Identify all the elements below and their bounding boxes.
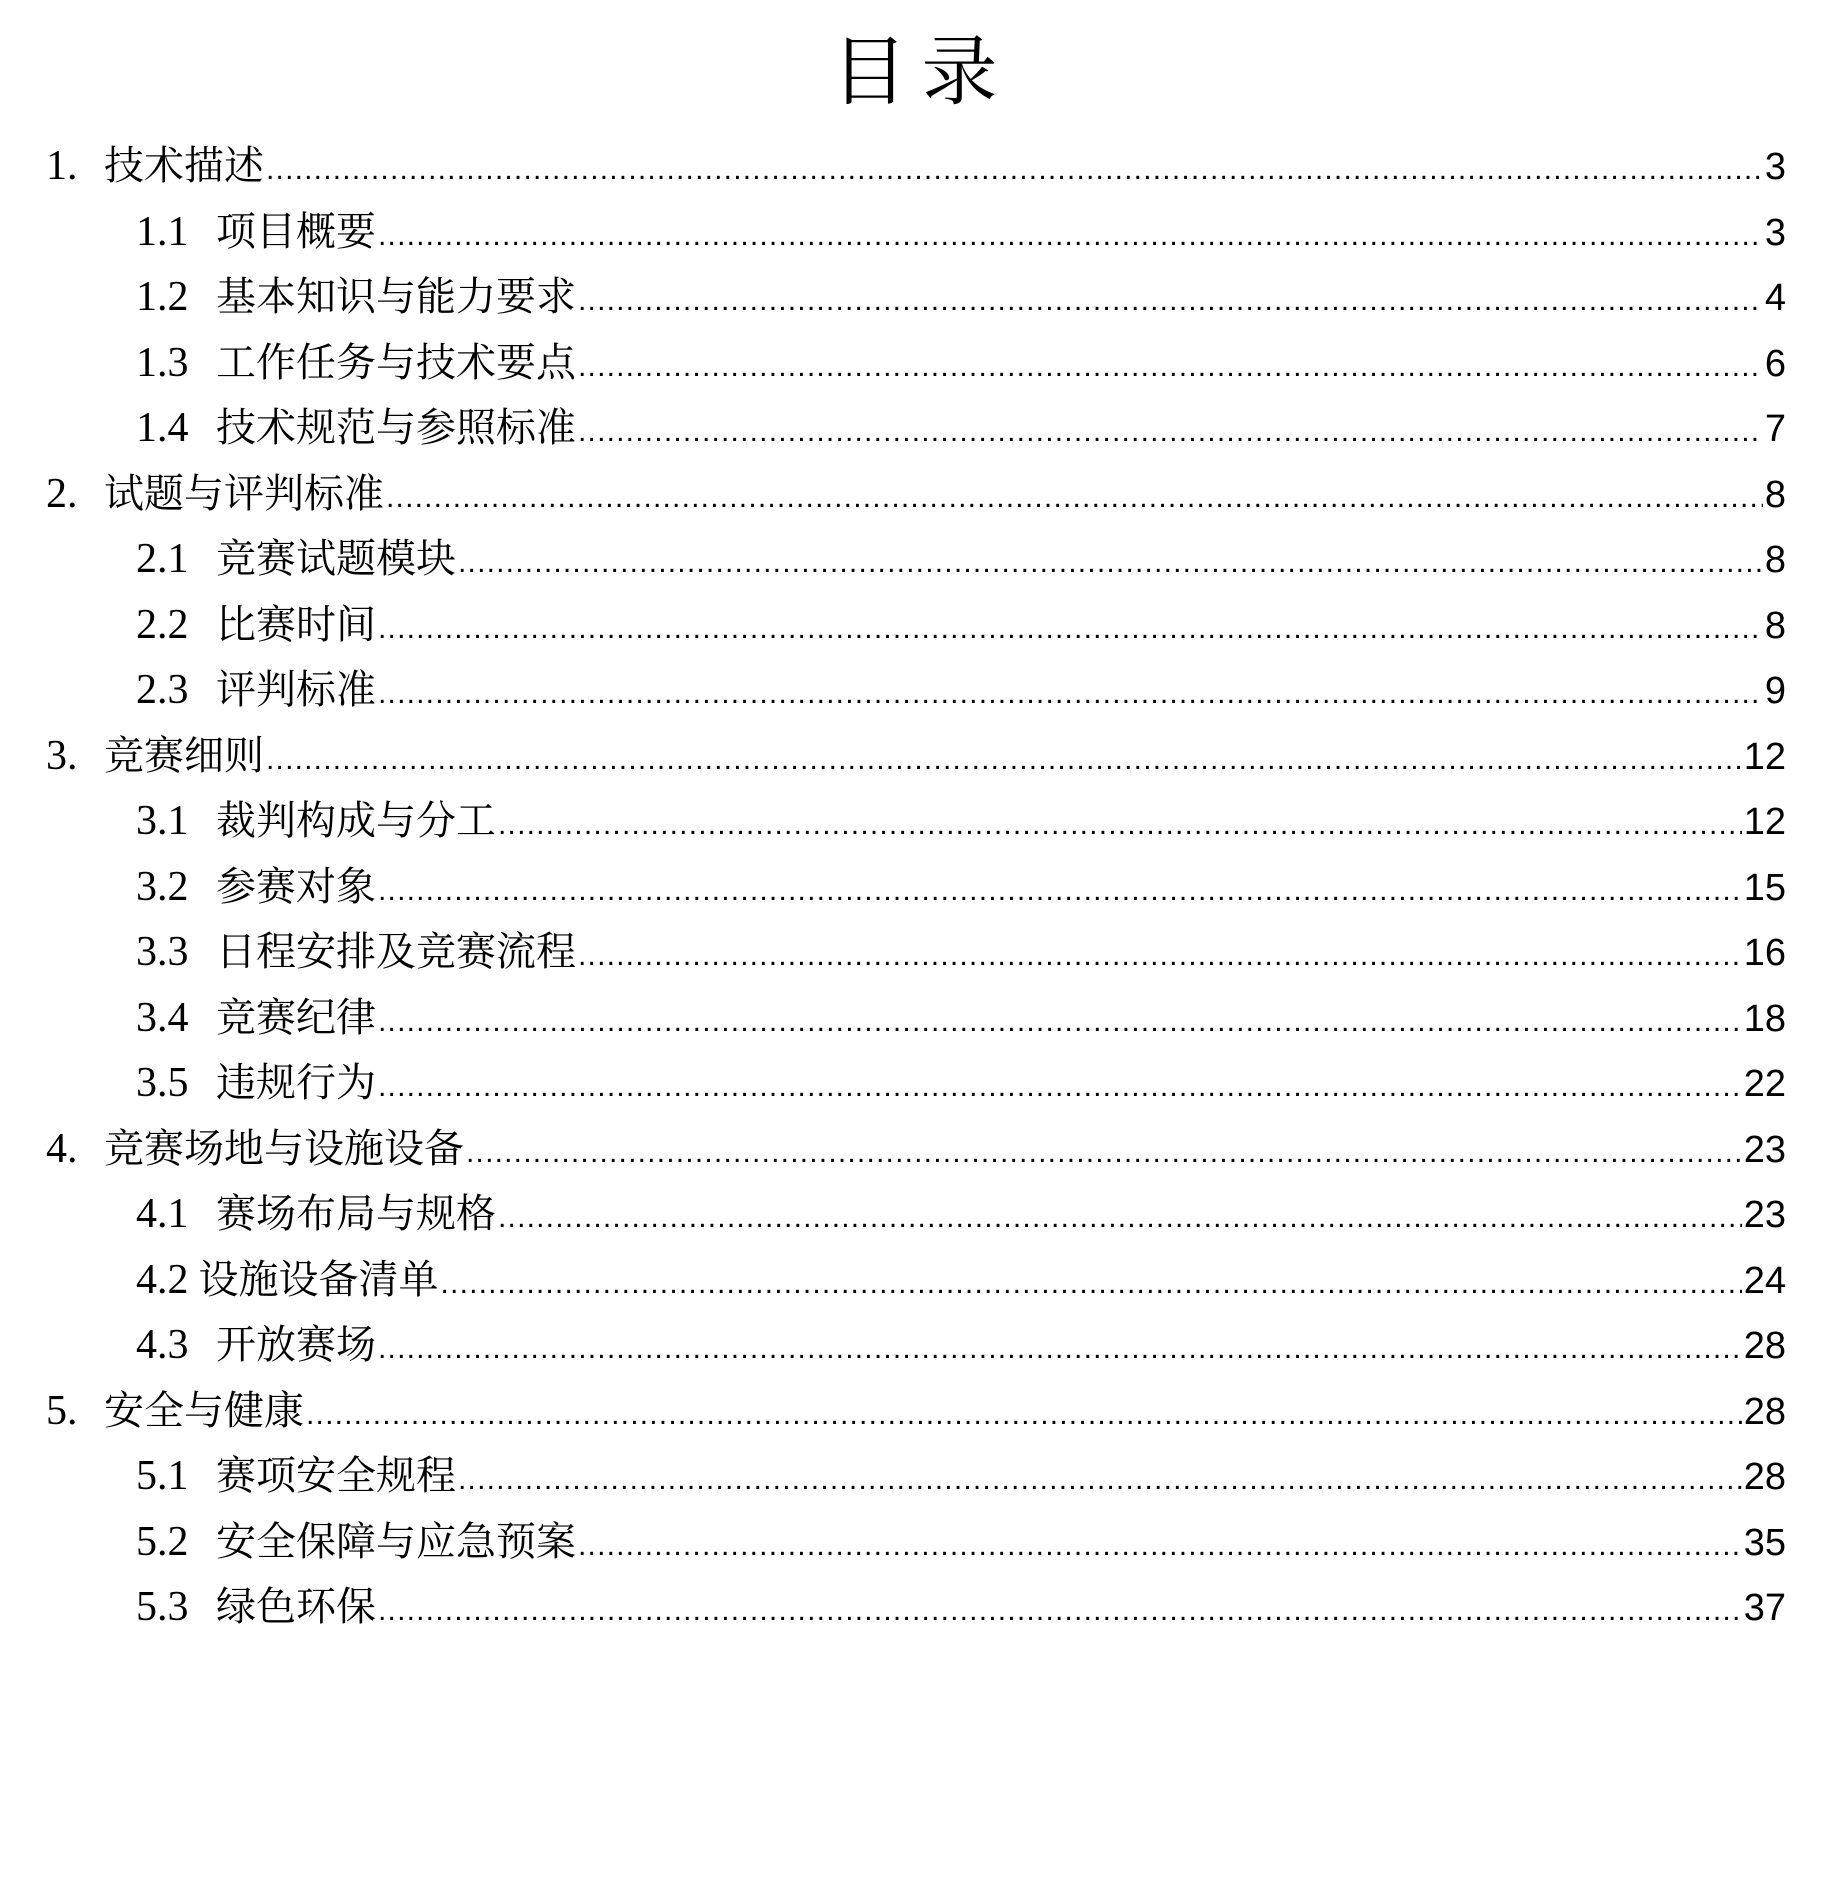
toc-entry-number: 3. — [46, 732, 78, 779]
toc-dot-leader — [458, 1447, 1742, 1513]
toc-entry-number: 1. — [46, 143, 78, 189]
toc-dot-leader — [498, 1185, 1742, 1251]
toc-page-number: 23 — [1743, 1128, 1786, 1171]
toc-entry-number: 3.3 — [136, 929, 189, 975]
toc-entry[interactable] — [46, 1379, 1786, 1445]
toc-dot-leader — [578, 334, 1763, 400]
toc-entry[interactable] — [46, 986, 1786, 1052]
toc-entry-number: 2. — [46, 470, 78, 517]
toc-page-number: 15 — [1743, 866, 1786, 909]
toc-entry-title: 技术描述 — [104, 143, 264, 189]
toc-dot-leader — [466, 1120, 1742, 1186]
toc-entry-title: 参赛对象 — [216, 863, 376, 910]
toc-dot-leader — [306, 1382, 1742, 1448]
toc-entry-title: 评判标准 — [216, 667, 376, 713]
toc-entry-title: 日程安排及竞赛流程 — [216, 929, 576, 975]
toc-entry-number: 3.5 — [136, 1060, 189, 1106]
toc-page-number: 12 — [1743, 801, 1786, 843]
toc-entry[interactable] — [46, 1575, 1786, 1641]
toc-entry-title: 安全与健康 — [104, 1387, 304, 1434]
toc-entry[interactable] — [46, 134, 1786, 200]
toc-dot-leader — [378, 203, 1763, 269]
toc-entry-number: 3.1 — [136, 798, 189, 844]
toc-entry[interactable] — [46, 920, 1786, 986]
toc-entry-number: 2.2 — [136, 601, 189, 648]
toc-entry-number: 4.1 — [136, 1191, 189, 1237]
toc-dot-leader — [578, 1513, 1742, 1579]
toc-entry[interactable] — [46, 1313, 1786, 1379]
toc-dot-leader — [441, 1251, 1742, 1317]
toc-entry[interactable] — [46, 1444, 1786, 1510]
toc-dot-leader — [266, 137, 1763, 203]
toc-dot-leader — [378, 596, 1763, 662]
toc-entry-number: 1.2 — [136, 274, 189, 320]
toc-page-number: 23 — [1743, 1194, 1786, 1236]
toc-entry-number: 2.3 — [136, 667, 189, 713]
toc-entry-title: 安全保障与应急预案 — [216, 1518, 576, 1565]
table-of-contents — [46, 134, 1786, 1641]
toc-entry[interactable] — [46, 396, 1786, 462]
toc-dot-leader — [578, 399, 1763, 465]
toc-dot-leader — [578, 923, 1742, 989]
toc-entry[interactable] — [46, 1182, 1786, 1248]
toc-dot-leader — [458, 530, 1763, 596]
toc-entry-title: 竞赛细则 — [104, 732, 264, 779]
toc-dot-leader — [386, 465, 1763, 531]
toc-entry-title: 项目概要 — [216, 208, 376, 255]
toc-dot-leader — [266, 727, 1742, 793]
toc-page-number: 8 — [1764, 604, 1786, 647]
toc-page-number: 24 — [1743, 1259, 1786, 1302]
toc-entry[interactable] — [46, 527, 1786, 593]
toc-dot-leader — [498, 792, 1742, 858]
toc-entry-number: 2.1 — [136, 536, 189, 582]
toc-entry-number: 3.4 — [136, 994, 189, 1041]
toc-entry-title: 裁判构成与分工 — [216, 798, 496, 844]
toc-page-number: 3 — [1764, 146, 1786, 188]
toc-entry[interactable] — [46, 462, 1786, 528]
toc-entry-title: 基本知识与能力要求 — [216, 274, 576, 320]
toc-page-number: 28 — [1743, 1390, 1786, 1433]
toc-entry-title: 设施设备清单 — [198, 1256, 439, 1303]
toc-entry[interactable] — [46, 265, 1786, 331]
toc-page-number: 3 — [1764, 211, 1786, 254]
toc-entry-title: 竞赛纪律 — [216, 994, 376, 1041]
toc-entry-title: 开放赛场 — [216, 1322, 376, 1368]
toc-entry[interactable] — [46, 1510, 1786, 1576]
toc-entry-title: 违规行为 — [216, 1060, 376, 1106]
toc-entry[interactable] — [46, 593, 1786, 659]
toc-page-number: 12 — [1743, 735, 1786, 778]
toc-dot-leader — [378, 989, 1742, 1055]
toc-entry-number: 4.3 — [136, 1322, 189, 1368]
toc-entry-number: 1.3 — [136, 339, 189, 386]
toc-page-number: 35 — [1743, 1521, 1786, 1564]
toc-entry-title: 比赛时间 — [216, 601, 376, 648]
toc-entry[interactable] — [46, 724, 1786, 790]
toc-title: 目录 — [831, 27, 1012, 116]
toc-page-number: 6 — [1764, 342, 1786, 385]
toc-entry-title: 工作任务与技术要点 — [216, 339, 576, 386]
toc-page-number: 28 — [1743, 1325, 1786, 1367]
toc-entry-number: 1.1 — [136, 208, 189, 255]
toc-entry-title: 竞赛试题模块 — [216, 536, 456, 582]
toc-page-number: 7 — [1764, 408, 1786, 450]
toc-page-number: 16 — [1743, 932, 1786, 974]
toc-entry[interactable] — [46, 200, 1786, 266]
toc-entry[interactable] — [46, 1051, 1786, 1117]
toc-entry-number: 5.3 — [136, 1584, 189, 1630]
toc-entry-title: 绿色环保 — [216, 1584, 376, 1630]
toc-entry[interactable] — [46, 1117, 1786, 1183]
toc-page-number: 28 — [1743, 1456, 1786, 1498]
toc-entry-number: 5. — [46, 1387, 78, 1434]
toc-entry-number: 1.4 — [136, 405, 189, 451]
toc-entry-title: 赛项安全规程 — [216, 1453, 456, 1499]
toc-entry-title: 技术规范与参照标准 — [216, 405, 576, 451]
toc-dot-leader — [378, 1578, 1742, 1644]
toc-entry-title: 竞赛场地与设施设备 — [104, 1125, 464, 1172]
toc-entry-title: 赛场布局与规格 — [216, 1191, 496, 1237]
toc-page-number: 4 — [1764, 277, 1786, 319]
toc-entry-number: 5.1 — [136, 1453, 189, 1499]
toc-dot-leader — [378, 661, 1763, 727]
toc-dot-leader — [378, 858, 1742, 924]
toc-page-number: 37 — [1743, 1587, 1786, 1629]
toc-entry[interactable] — [46, 855, 1786, 921]
toc-page-number: 9 — [1764, 670, 1786, 712]
toc-page-number: 18 — [1743, 997, 1786, 1040]
toc-entry-number: 4.2 — [136, 1256, 189, 1303]
toc-page-number: 8 — [1764, 539, 1786, 581]
toc-entry-number: 5.2 — [136, 1518, 189, 1565]
toc-entry[interactable] — [46, 331, 1786, 397]
toc-entry[interactable] — [46, 789, 1786, 855]
toc-entry[interactable] — [46, 658, 1786, 724]
toc-entry-title: 试题与评判标准 — [104, 470, 384, 517]
toc-page-number: 8 — [1764, 473, 1786, 516]
toc-entry[interactable] — [46, 1248, 1786, 1314]
toc-page-number: 22 — [1743, 1063, 1786, 1105]
toc-entry-number: 3.2 — [136, 863, 189, 910]
toc-dot-leader — [578, 268, 1763, 334]
toc-dot-leader — [378, 1054, 1742, 1120]
toc-entry-number: 4. — [46, 1125, 78, 1172]
toc-dot-leader — [378, 1316, 1742, 1382]
